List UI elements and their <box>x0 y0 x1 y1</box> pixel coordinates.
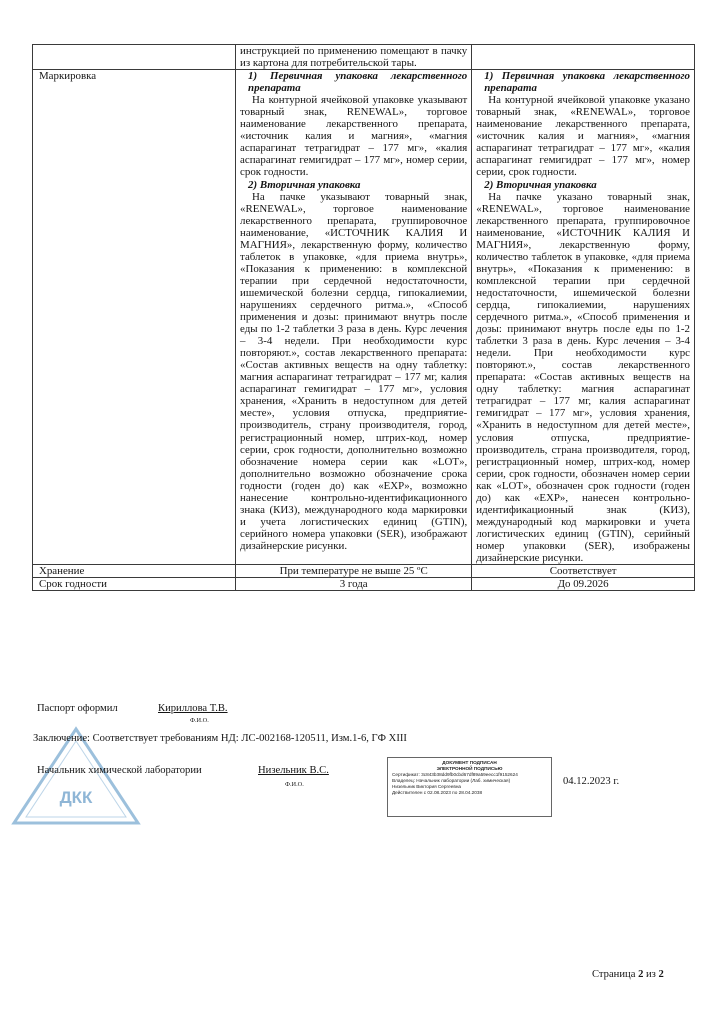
head-of-lab-label: Начальник химической лаборатории <box>37 765 202 776</box>
cell-empty <box>33 45 236 70</box>
result-heading-primary: 1) Первичная упаковка лекарственного препарата <box>484 70 690 95</box>
head-of-lab-name: Низельник В.С. <box>258 765 329 776</box>
spec-heading-primary: 1) Первичная упаковка лекарственного препарата <box>248 70 468 95</box>
table-row-marking <box>33 70 695 565</box>
page-prefix: Страница <box>592 969 636 980</box>
page-of: из <box>646 969 656 980</box>
stamp-certificate: Сертификат: 3c843b38dd9fb0cbd67df89a59eecc1f9152624 <box>392 772 518 777</box>
stamp-person: Низельник Виктория Сергеевна <box>392 784 462 789</box>
result-paragraph-secondary: На пачке указано товарный знак, «RENEWAL», торговое наименование лекарственного препарата, группировочное наименование, «ИСТОЧНИК КАЛИЯ И МАГНИЯ», лекарственную форму, количество таблеток в упаковке, «для приема внутрь», «Показания к применению: в комплексной терапии при сердечной недостаточности, ишемической болезни сердца, гипокалиемии, нарушениях сердечного ритма.», «Способ применения и дозы: принимают внутрь после еды по 1-2 таблетки 3 раза в день. Курс лечения – 3-4 недели. При необходимости курс повторяют.», состав лекарственного препарата: «Состав активных веществ на одну таблетку: магния аспарагинат тетрагидрат – 177 мг, калия аспарагинат гемигидрат – 177 мг», условия хранения, «Хранить в недоступном для детей месте», условия отпуска, предприятие-производитель, страна производителя, город, регистрационный номер, штрих-код, номер серии, срок годности, обозначен номер серии как «LOT», обозначен срок годности (годен до) как «EXP», нанесен контрольно-идентификационный знак (КИЗ), международный код маркировки и учета логистических единиц (GTIN), серийный номер упаковки (SER), изображены дизайнерские рисунки. <box>476 190 690 564</box>
cell-marking-result <box>472 70 695 565</box>
conclusion-text: Заключение: Соответствует требованиям НД: ЛС-002168-120511, Изм.1-6, ГФ XIII <box>33 733 407 744</box>
table-row-storage <box>33 565 695 578</box>
fio-caption-2: Ф.И.О. <box>285 781 304 788</box>
page-total: 2 <box>658 969 664 980</box>
continuation-text: инструкцией по применению помещают в пачку из картона для потребительской тары. <box>240 45 468 70</box>
passport-name: Кириллова Т.В. <box>158 703 228 714</box>
spec-paragraph-primary: На контурной ячейковой упаковке указывают товарный знак, RENEWAL», торговое наименование лекарственного препарата, «источник калия и магния», «магния аспарагинат тетрагидрат – 177 мг», «калия аспарагинат гемигидрат – 177 мг», номер серии, срок годности. <box>240 94 468 179</box>
stamp-valid: Действителен с 02.08.2023 по 28.04.2038 <box>392 790 483 795</box>
logo-text: ДКК <box>59 788 93 807</box>
spec-heading-secondary: 2) Вторичная упаковка <box>248 178 361 191</box>
e-signature-stamp <box>387 757 552 817</box>
signature-date: 04.12.2023 г. <box>563 776 620 787</box>
cell-continuation-spec <box>236 45 472 70</box>
cell-storage-result: Соответствует <box>472 565 695 578</box>
fio-caption: Ф.И.О. <box>190 717 209 724</box>
page-number <box>592 969 664 980</box>
stamp-title-1: ДОКУМЕНТ ПОДПИСАН <box>442 760 497 765</box>
stamp-owner: Владелец: Начальник лаборатории (Лаб. химическая) <box>392 778 511 783</box>
cell-marking-spec <box>236 70 472 565</box>
row-label-shelf-life: Срок годности <box>33 578 236 591</box>
result-paragraph-primary: На контурной ячейковой упаковке указано товарный знак, «RENEWAL», торговое наименование лекарственного препарата, «источник калия и магния», «магния аспарагинат тетрагидрат – 177 мг», «калия аспарагинат гемигидрат – 177 мг», номер серии, срок годности. <box>476 94 690 179</box>
table-row-shelf-life <box>33 578 695 591</box>
passport-label: Паспорт оформил <box>37 703 118 714</box>
spec-paragraph-secondary: На пачке указывают товарный знак, «RENEWAL», торговое наименование лекарственного препарата, группировочное наименование, «ИСТОЧНИК КАЛИЯ И МАГНИЯ», лекарственную форму, количество таблеток в упаковке, «для приема внутрь», «Показания к применению: в комплексной терапии при сердечной недостаточности, ишемической болезни сердца, гипокалиемии, нарушениях сердечного ритма.», «Способ применения и дозы: принимают внутрь после еды по 1-2 таблетки 3 раза в день. Курс лечения – 3-4 недели. При необходимости курс повторяют.», состав лекарственного препарата: «Состав активных веществ на одну таблетку: магния аспарагинат тетрагидрат – 177 мг, калия аспарагинат гемигидрат – 177 мг», условия хранения, «Хранить в недоступном для детей месте», условия отпуска, предприятие-производитель, страну производителя, город, регистрационный номер, штрих-код, номер серии, срок годности, дополнительно возможно обозначение номера серии как «LOT», дополнительно возможно обозначение срока годности (годен до) как «EXP», возможно нанесение контрольно-идентификационного знака (КИЗ), международного кода маркировки и учета логистических единиц (GTIN), серийного номера упаковки (SER), изображают дизайнерские рисунки. <box>240 190 468 552</box>
cell-empty <box>472 45 695 70</box>
stamp-title-2: ЭЛЕКТРОННОЙ ПОДПИСЬЮ <box>436 766 503 771</box>
row-label-marking: Маркировка <box>33 70 236 565</box>
row-label-storage: Хранение <box>33 565 236 578</box>
table-row-continuation <box>33 45 695 70</box>
cell-storage-spec: При температуре не выше 25 ºС <box>236 565 472 578</box>
analysis-table <box>32 44 695 591</box>
page-current: 2 <box>638 969 644 980</box>
cell-shelf-life-spec: 3 года <box>236 578 472 591</box>
result-heading-secondary: 2) Вторичная упаковка <box>484 178 597 191</box>
cell-shelf-life-result: До 09.2026 <box>472 578 695 591</box>
